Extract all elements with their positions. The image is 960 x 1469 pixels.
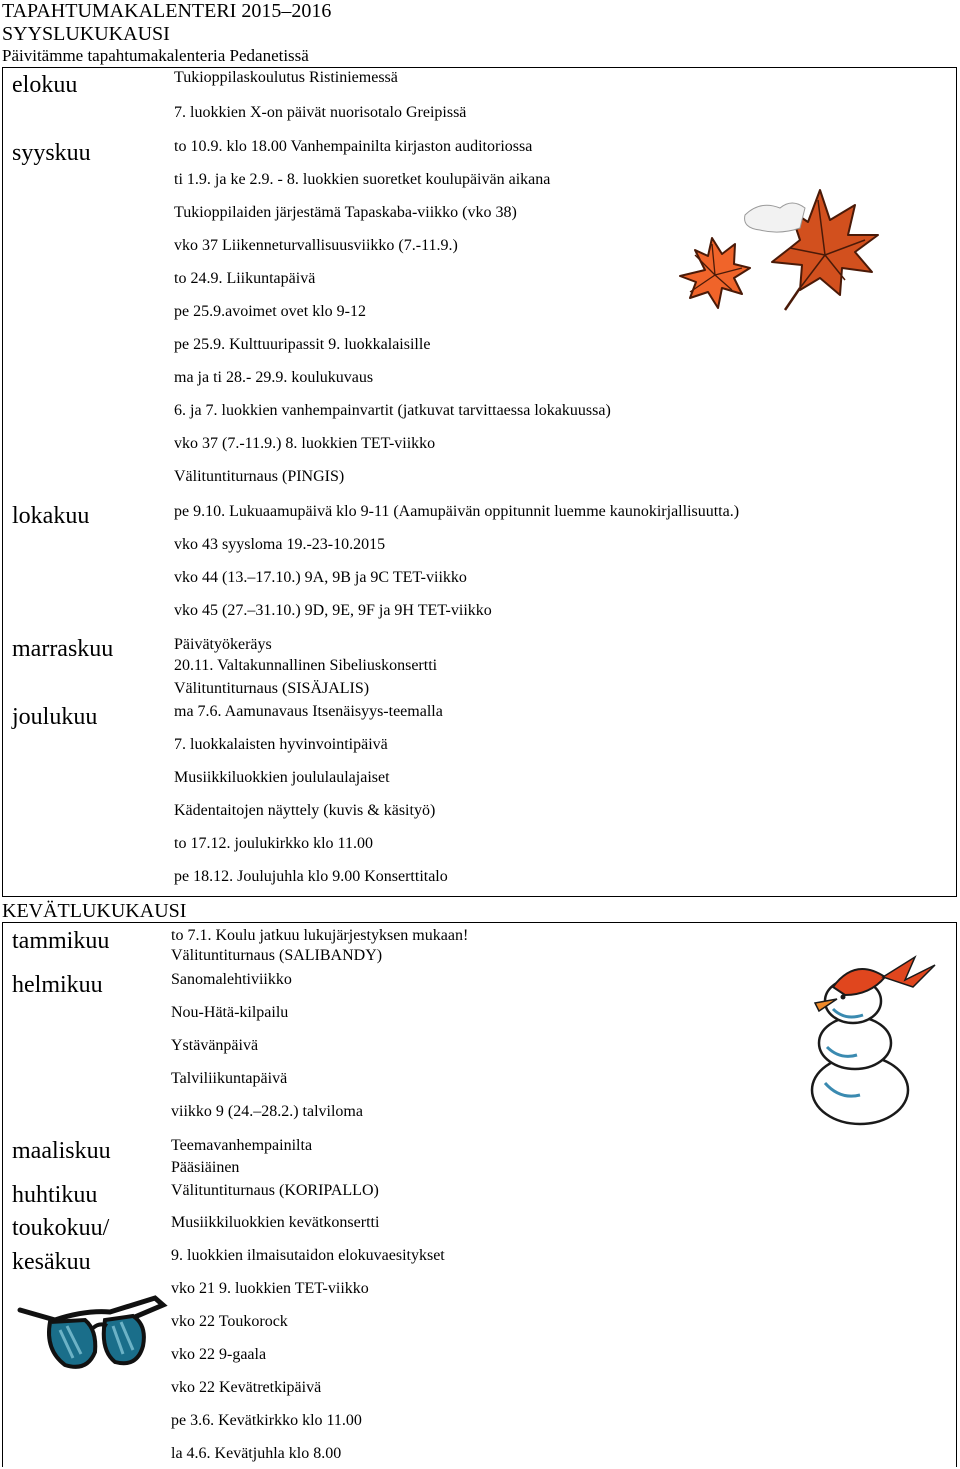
event-item: vko 43 syysloma 19.-23-10.2015 [174, 536, 386, 553]
event-item: ma 7.6. Aamunavaus Itsenäisyys-teemalla [174, 703, 443, 720]
month-lokakuu: lokakuu [12, 503, 90, 529]
event-item: 20.11. Valtakunnallinen Sibeliuskonsertti [174, 657, 438, 674]
month-joulukuu: joulukuu [12, 704, 98, 730]
event-item: Välituntiturnaus (KORIPALLO) [171, 1182, 379, 1199]
maple-leaves-icon [650, 180, 895, 350]
event-item: pe 18.12. Joulujuhla klo 9.00 Konserttitalo [174, 868, 448, 885]
month-syyskuu: syyskuu [12, 140, 91, 166]
event-item: Teemavanhempainilta [171, 1137, 313, 1154]
month-elokuu: elokuu [12, 72, 78, 98]
month-maaliskuu: maaliskuu [12, 1138, 111, 1164]
event-item: Talviliikuntapäivä [171, 1070, 288, 1087]
month-marraskuu: marraskuu [12, 636, 114, 662]
event-item: viikko 9 (24.–28.2.) talviloma [171, 1103, 363, 1120]
event-item: la 4.6. Kevätjuhla klo 8.00 [171, 1445, 342, 1462]
event-item: to 10.9. klo 18.00 Vanhempainilta kirjaston auditoriossa [174, 138, 533, 155]
event-item: 7. luokkalaisten hyvinvointipäivä [174, 736, 388, 753]
event-item: Tukioppilaiden järjestämä Tapaskaba-viikko (vko 38) [174, 204, 517, 221]
event-item: ma ja ti 28.- 29.9. koulukuvaus [174, 369, 374, 386]
small-maple-leaf [680, 238, 750, 308]
event-item: Kädentaitojen näyttely (kuvis & käsityö) [174, 802, 436, 819]
spring-term-heading: KEVÄTLUKUKAUSI [2, 900, 187, 922]
event-item: Välituntiturnaus (SISÄJALIS) [174, 680, 370, 697]
event-item: Musiikkiluokkien kevätkonsertti [171, 1214, 380, 1231]
update-note: Päivitämme tapahtumakalenteria Pedanetissä [2, 46, 309, 65]
event-item: Pääsiäinen [171, 1159, 240, 1176]
event-item: vko 22 9-gaala [171, 1346, 267, 1363]
event-item: vko 22 Kevätretkipäivä [171, 1379, 322, 1396]
event-item: Nou-Hätä-kilpailu [171, 1004, 289, 1021]
event-item: 9. luokkien ilmaisutaidon elokuvaesitykset [171, 1247, 445, 1264]
month-huhtikuu: huhtikuu [12, 1182, 98, 1208]
event-item: Ystävänpäivä [171, 1037, 259, 1054]
event-item: vko 37 (7.-11.9.) 8. luokkien TET-viikko [174, 435, 436, 452]
event-item: Välituntiturnaus (SALIBANDY) [171, 947, 383, 964]
event-item: Päivätyökeräys [174, 636, 272, 653]
event-item: Tukioppilaskoulutus Ristiniemessä [174, 69, 398, 86]
month-kesakuu: kesäkuu [12, 1249, 91, 1275]
event-item: 6. ja 7. luokkien vanhempainvartit (jatkuvat tarvittaessa lokakuussa) [174, 402, 611, 419]
event-item: to 24.9. Liikuntapäivä [174, 270, 316, 287]
month-helmikuu: helmikuu [12, 972, 103, 998]
event-item: vko 22 Toukorock [171, 1313, 288, 1330]
event-item: vko 45 (27.–31.10.) 9D, 9E, 9F ja 9H TET-viikko [174, 602, 492, 619]
event-item: to 7.1. Koulu jatkuu lukujärjestyksen mukaan! [171, 927, 469, 944]
month-toukokuu: toukokuu/ [12, 1215, 110, 1241]
event-item: ti 1.9. ja ke 2.9. - 8. luokkien suoretket koulupäivän aikana [174, 171, 551, 188]
month-tammikuu: tammikuu [12, 928, 110, 954]
event-item: to 17.12. joulukirkko klo 11.00 [174, 835, 373, 852]
event-item: pe 25.9. Kulttuuripassit 9. luokkalaisille [174, 336, 431, 353]
event-item: Musiikkiluokkien joululaulajaiset [174, 769, 390, 786]
event-item: pe 9.10. Lukuaamupäivä klo 9-11 (Aamupäivän oppitunnit luemme kaunokirjallisuutta.) [174, 503, 740, 520]
event-item: vko 44 (13.–17.10.) 9A, 9B ja 9C TET-viikko [174, 569, 467, 586]
event-item: pe 3.6. Kevätkirkko klo 11.00 [171, 1412, 362, 1429]
snowman-icon [785, 935, 960, 1130]
sunglasses-icon [15, 1280, 170, 1390]
event-item: 7. luokkien X-on päivät nuorisotalo Greipissä [174, 104, 467, 121]
event-item: vko 21 9. luokkien TET-viikko [171, 1280, 369, 1297]
event-item: pe 25.9.avoimet ovet klo 9-12 [174, 303, 366, 320]
event-item: vko 37 Liikenneturvallisuusviikko (7.-11.9.) [174, 237, 458, 254]
page-title: TAPAHTUMAKALENTERI 2015–2016 [2, 0, 332, 22]
event-item: Sanomalehtiviikko [171, 971, 292, 988]
event-item: Välituntiturnaus (PINGIS) [174, 468, 345, 485]
autumn-term-heading: SYYSLUKUKAUSI [2, 23, 170, 45]
